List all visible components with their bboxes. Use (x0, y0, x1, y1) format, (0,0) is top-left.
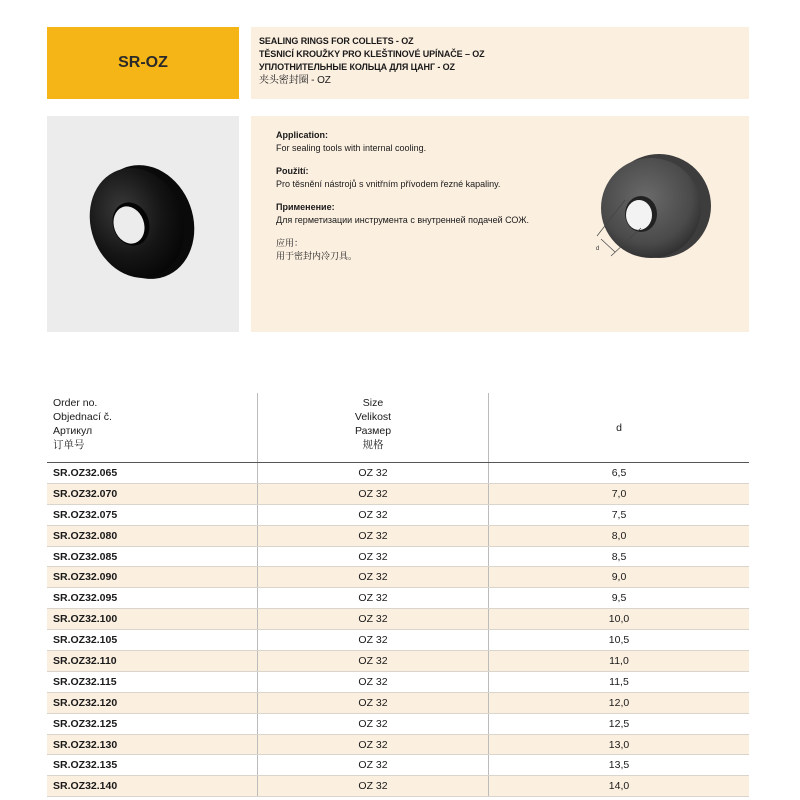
cell-size: OZ 32 (258, 609, 489, 630)
application-heading-en: Application: (276, 130, 328, 140)
table-row (47, 463, 749, 484)
header-order-cz: Objednací č. (53, 411, 112, 423)
header-size-cz: Velikost (354, 411, 392, 423)
dimension-d-label: d (596, 246, 600, 252)
ring-technical-drawing-icon (581, 136, 721, 276)
table-row (47, 483, 749, 504)
cell-order-no: SR.OZ32.070 (47, 483, 258, 504)
application-panel (251, 116, 749, 332)
header-size-ru: Размер (354, 425, 392, 437)
product-code: SR-OZ (118, 54, 168, 71)
table-row (47, 546, 749, 567)
cell-order-no: SR.OZ32.110 (47, 651, 258, 672)
header-order-ru: Артикул (53, 425, 93, 437)
cell-d: 12,5 (489, 713, 750, 734)
table-header-row (47, 393, 749, 463)
header-order-no (47, 393, 258, 463)
cell-order-no: SR.OZ32.135 (47, 755, 258, 776)
cell-d: 10,5 (489, 630, 750, 651)
cell-d: 11,5 (489, 671, 750, 692)
title-russian: УПЛОТНИТЕЛЬНЫЕ КОЛЬЦА ДЛЯ ЦАНГ - OZ (259, 62, 455, 72)
cell-size: OZ 32 (258, 651, 489, 672)
table-row (47, 504, 749, 525)
cell-size: OZ 32 (258, 692, 489, 713)
cell-d: 9,0 (489, 567, 750, 588)
cell-d: 7,0 (489, 483, 750, 504)
cell-size: OZ 32 (258, 483, 489, 504)
title-czech: TĚSNICÍ KROUŽKY PRO KLEŠTINOVÉ UPÍNAČE – OZ (259, 49, 485, 59)
cell-size: OZ 32 (258, 588, 489, 609)
cell-order-no: SR.OZ32.100 (47, 609, 258, 630)
cell-order-no: SR.OZ32.075 (47, 504, 258, 525)
application-heading-cn: 应用： (276, 238, 304, 248)
cell-order-no: SR.OZ32.080 (47, 525, 258, 546)
cell-d: 8,0 (489, 525, 750, 546)
application-text-ru: Для герметизации инструмента с внутренней подачей СОЖ. (276, 215, 530, 225)
table-row (47, 734, 749, 755)
cell-size: OZ 32 (258, 671, 489, 692)
table-row (47, 671, 749, 692)
table-row (47, 755, 749, 776)
cell-size: OZ 32 (258, 546, 489, 567)
cell-size: OZ 32 (258, 525, 489, 546)
cell-size: OZ 32 (258, 776, 489, 797)
cell-order-no: SR.OZ32.115 (47, 671, 258, 692)
cell-d: 10,0 (489, 609, 750, 630)
cell-order-no: SR.OZ32.125 (47, 713, 258, 734)
application-text-cz: Pro těsnění nástrojů s vnitřním přívodem řezné kapaliny. (276, 179, 501, 189)
header-d: d (489, 393, 750, 463)
cell-size: OZ 32 (258, 504, 489, 525)
application-heading-ru: Применение: (276, 202, 335, 212)
product-title-panel (251, 27, 749, 99)
table-row (47, 609, 749, 630)
table-row (47, 776, 749, 797)
sealing-ring-photo-icon (47, 116, 239, 332)
header-order-cn: 订单号 (53, 439, 85, 451)
cell-order-no: SR.OZ32.085 (47, 546, 258, 567)
product-table (47, 393, 749, 797)
cell-order-no: SR.OZ32.105 (47, 630, 258, 651)
cell-d: 13,5 (489, 755, 750, 776)
table-row (47, 630, 749, 651)
cell-order-no: SR.OZ32.065 (47, 463, 258, 484)
cell-order-no: SR.OZ32.090 (47, 567, 258, 588)
table-row (47, 525, 749, 546)
application-heading-cz: Použití: (276, 166, 309, 176)
cell-d: 13,0 (489, 734, 750, 755)
header-size (258, 393, 489, 463)
cell-size: OZ 32 (258, 630, 489, 651)
table-row (47, 588, 749, 609)
cell-size: OZ 32 (258, 713, 489, 734)
cell-d: 8,5 (489, 546, 750, 567)
cell-d: 12,0 (489, 692, 750, 713)
cell-d: 14,0 (489, 776, 750, 797)
cell-size: OZ 32 (258, 463, 489, 484)
cell-d: 11,0 (489, 651, 750, 672)
cell-size: OZ 32 (258, 734, 489, 755)
cell-order-no: SR.OZ32.095 (47, 588, 258, 609)
title-chinese: 夹头密封圈 - OZ (259, 75, 331, 86)
table-row (47, 713, 749, 734)
header-size-cn: 规格 (362, 439, 384, 451)
table-row (47, 651, 749, 672)
table-row (47, 692, 749, 713)
header-order-en: Order no. (53, 397, 98, 409)
application-text-en: For sealing tools with internal cooling. (276, 143, 427, 153)
cell-d: 7,5 (489, 504, 750, 525)
product-code-badge (47, 27, 239, 99)
cell-d: 9,5 (489, 588, 750, 609)
product-photo (47, 116, 239, 332)
cell-order-no: SR.OZ32.140 (47, 776, 258, 797)
cell-d: 6,5 (489, 463, 750, 484)
cell-size: OZ 32 (258, 755, 489, 776)
application-text-cn: 用于密封内冷刀具。 (276, 251, 358, 261)
title-english: SEALING RINGS FOR COLLETS - OZ (259, 36, 414, 46)
cell-order-no: SR.OZ32.130 (47, 734, 258, 755)
table-row (47, 567, 749, 588)
cell-order-no: SR.OZ32.120 (47, 692, 258, 713)
application-text (276, 129, 576, 263)
header-size-en: Size (362, 397, 384, 409)
cell-size: OZ 32 (258, 567, 489, 588)
